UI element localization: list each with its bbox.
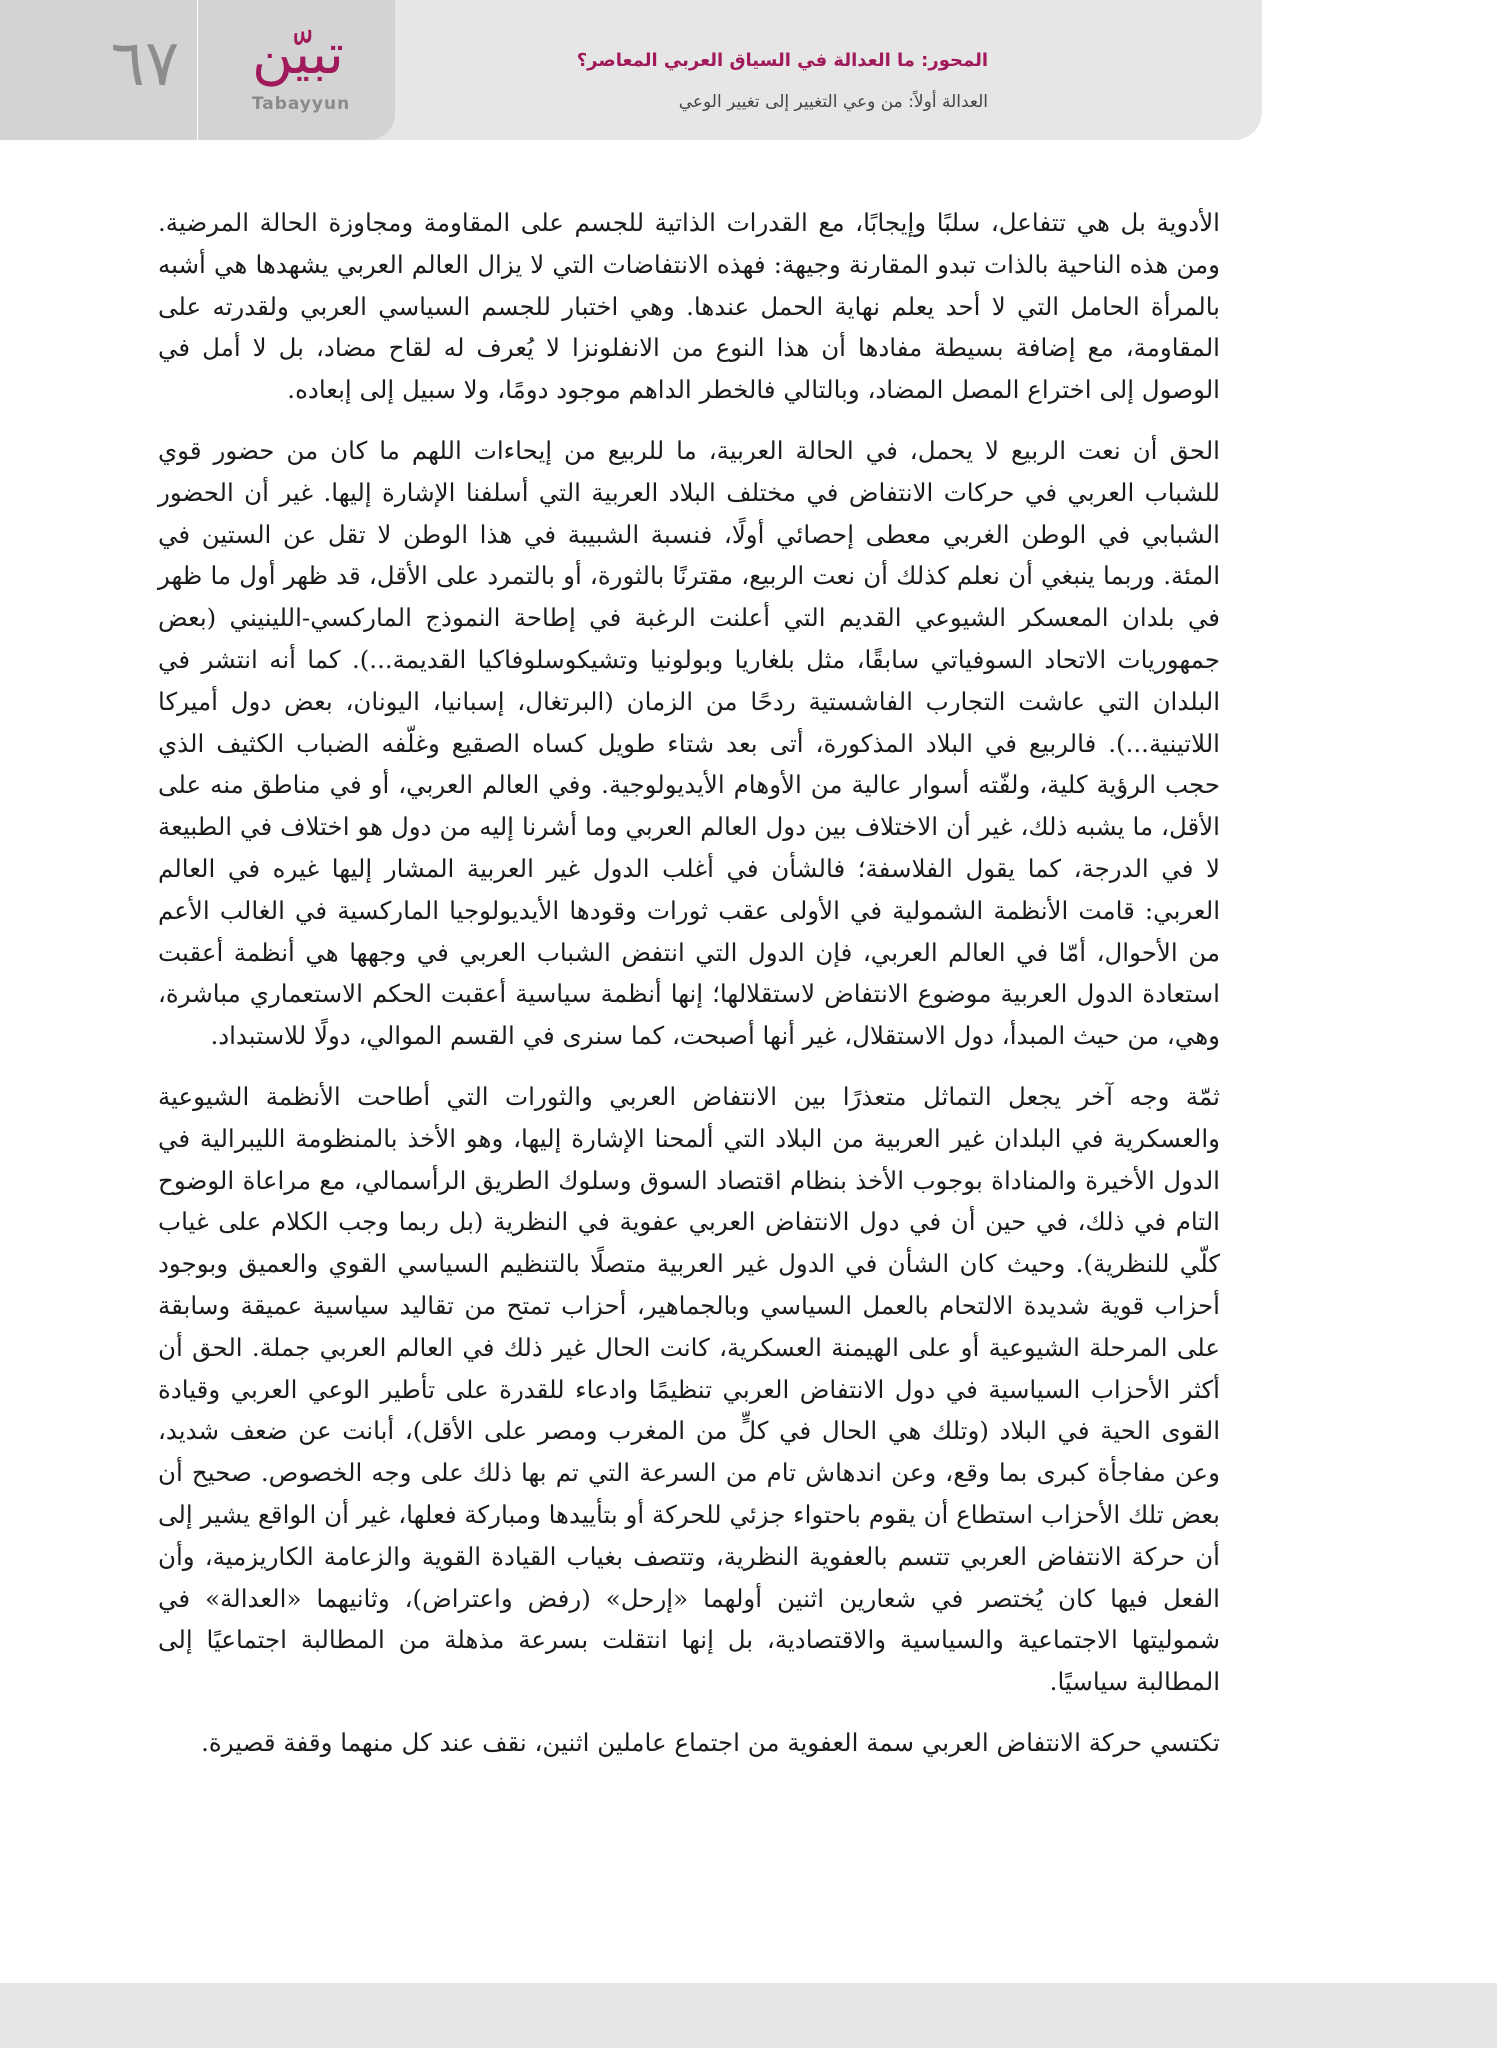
header-band bbox=[0, 0, 1262, 140]
paragraph: ثمّة وجه آخر يجعل التماثل متعذرًا بين الانتفاض العربي والثورات التي أطاحت الأنظمة الشيوعية والعسكرية في البلدان غير العربية من البلاد التي ألمحنا الإشارة إليها، وهو الأخذ بالمنظومة الليبرالية في الدول الأخيرة والمناداة بوجوب الأخذ بنظام اقتصاد السوق وسلوك الطريق الرأسمالي، مع مراعاة الوضوح التام في ذلك، في حين أن في دول الانتفاض العربي عفوية في النظرية (بل ربما وجب الكلام على غياب كلّي للنظرية). وحيث كان الشأن في الدول غير العربية متصلًا بالتنظيم السياسي القوي والعميق وبوجود أحزاب قوية شديدة الالتحام بالعمل السياسي وبالجماهير، أحزاب تمتح من تقاليد سياسية عميقة وسابقة على المرحلة الشيوعية أو على الهيمنة العسكرية، كانت الحال غير ذلك في العالم العربي جملة. الحق أن أكثر الأحزاب السياسية في دول الانتفاض العربي تنظيمًا وادعاء للقدرة على تأطير الوعي العربي وقيادة القوى الحية في البلاد (وتلك هي الحال في كلٍّ من المغرب ومصر على الأقل)، أبانت عن ضعف شديد، وعن مفاجأة كبرى بما وقع، وعن اندهاش تام من السرعة التي تم بها ذلك على وجه الخصوص. صحيح أن بعض تلك الأحزاب استطاع أن يقوم باحتواء جزئي للحركة أو بتأييدها ومباركة فعلها، غير أن الواقع يشير إلى أن حركة الانتفاض العربي تتسم بالعفوية النظرية، وتتصف بغياب القيادة القوية والزعامة الكاريزمية، وأن الفعل فيها كان يُختصر في شعارين اثنين أولهما «إرحل» (رفض واعتراض)، وثانيهما «العدالة» في شموليتها الاجتماعية والسياسية والاقتصادية، بل إنها انتقلت بسرعة مذهلة من المطالبة اجتماعيًا إلى المطالبة سياسيًا. bbox=[158, 1081, 1220, 1697]
section-axis-subtitle: العدالة أولاً: من وعي التغيير إلى تغيير الوعي bbox=[678, 92, 988, 112]
header-brand-panel bbox=[0, 0, 395, 140]
article-body bbox=[158, 202, 1220, 1783]
page-number: ٦٧ bbox=[110, 27, 180, 101]
paragraph: الحق أن نعت الربيع لا يحمل، في الحالة العربية، ما للربيع من إيحاءات اللهم ما كان من حضور قوي للشباب العربي في حركات الانتفاض في مختلف البلاد العربية التي أسلفنا الإشارة إليها. غير أن الحضور الشبابي في الوطن الغربي معطى إحصائي أولًا، فنسبة الشبيبة في هذا الوطن لا تقل عن الستين في المئة. وربما ينبغي أن نعلم كذلك أن نعت الربيع، مقترنًا بالثورة، أو بالتمرد على الأقل، قد ظهر أول ما ظهر في بلدان المعسكر الشيوعي القديم التي أعلنت الرغبة في إطاحة النموذج الماركسي-اللينيني (بعض جمهوريات الاتحاد السوفياتي سابقًا، مثل بلغاريا وبولونيا وتشيكوسلوفاكيا القديمة...). كما أنه انتشر في البلدان التي عاشت التجارب الفاشستية ردحًا من الزمان (البرتغال، إسبانيا، اليونان، بعض دول أميركا اللاتينية...). فالربيع في البلاد المذكورة، أتى بعد شتاء طويل كساه الصقيع وغلّفه الضباب الكثيف الذي حجب الرؤية كلية، ولفّته أسوار عالية من الأوهام الأيديولوجية. وفي العالم العربي، أو في مناطق منه على الأقل، ما يشبه ذلك، غير أن الاختلاف بين دول العالم العربي وما أشرنا إليه من دول هو اختلاف في الطبيعة لا في الدرجة، كما يقول الفلاسفة؛ فالشأن في أغلب الدول غير العربية المشار إليها غيره في العالم العربي: قامت الأنظمة الشمولية في الأولى عقب ثورات وقودها الأيديولوجيا الماركسية في الغالب الأعم من الأحوال، أمّا في العالم العربي، فإن الدول التي انتفض الشباب العربي في وجهها هي أنظمة أعقبت استعادة الدول العربية موضوع الانتفاض لاستقلالها؛ إنها أنظمة سياسية أعقبت الحكم الاستعماري مباشرة، وهي، من حيث المبدأ، دول الاستقلال، غير أنها أصبحت، كما سنرى في القسم الموالي، دولًا للاستبداد. bbox=[158, 435, 1220, 1051]
paragraph: تكتسي حركة الانتفاض العربي سمة العفوية من اجتماع عاملين اثنين، نقف عند كل منهما وقفة قصيرة. bbox=[201, 1727, 1220, 1757]
logo-arabic-mark: تبيّن bbox=[251, 22, 344, 87]
logo-latin-text: Tabayyun bbox=[251, 94, 351, 114]
tabayyun-logo bbox=[218, 24, 378, 126]
header-divider bbox=[197, 0, 198, 140]
paragraph: الأدوية بل هي تتفاعل، سلبًا وإيجابًا، مع القدرات الذاتية للجسم على المقاومة ومجاوزة الحالة المرضية. ومن هذه الناحية بالذات تبدو المقارنة وجيهة: فهذه الانتفاضات التي لا يزال العالم العربي يشهدها هي أشبه بالمرأة الحامل التي لا أحد يعلم نهاية الحمل عندها. وهي اختبار للجسم السياسي العربي ولقدرته على المقاومة، مع إضافة بسيطة مفادها أن هذا النوع من الانفلونزا لا يُعرف له لقاح مضاد، بل لا أمل في الوصول إلى اختراع المصل المضاد، وبالتالي فالخطر الداهم موجود دومًا، ولا سبيل إلى إبعاده. bbox=[158, 208, 1220, 405]
section-axis-title: المحور: ما العدالة في السياق العربي المعاصر؟ bbox=[576, 50, 988, 71]
footer-band bbox=[0, 1983, 1497, 2048]
